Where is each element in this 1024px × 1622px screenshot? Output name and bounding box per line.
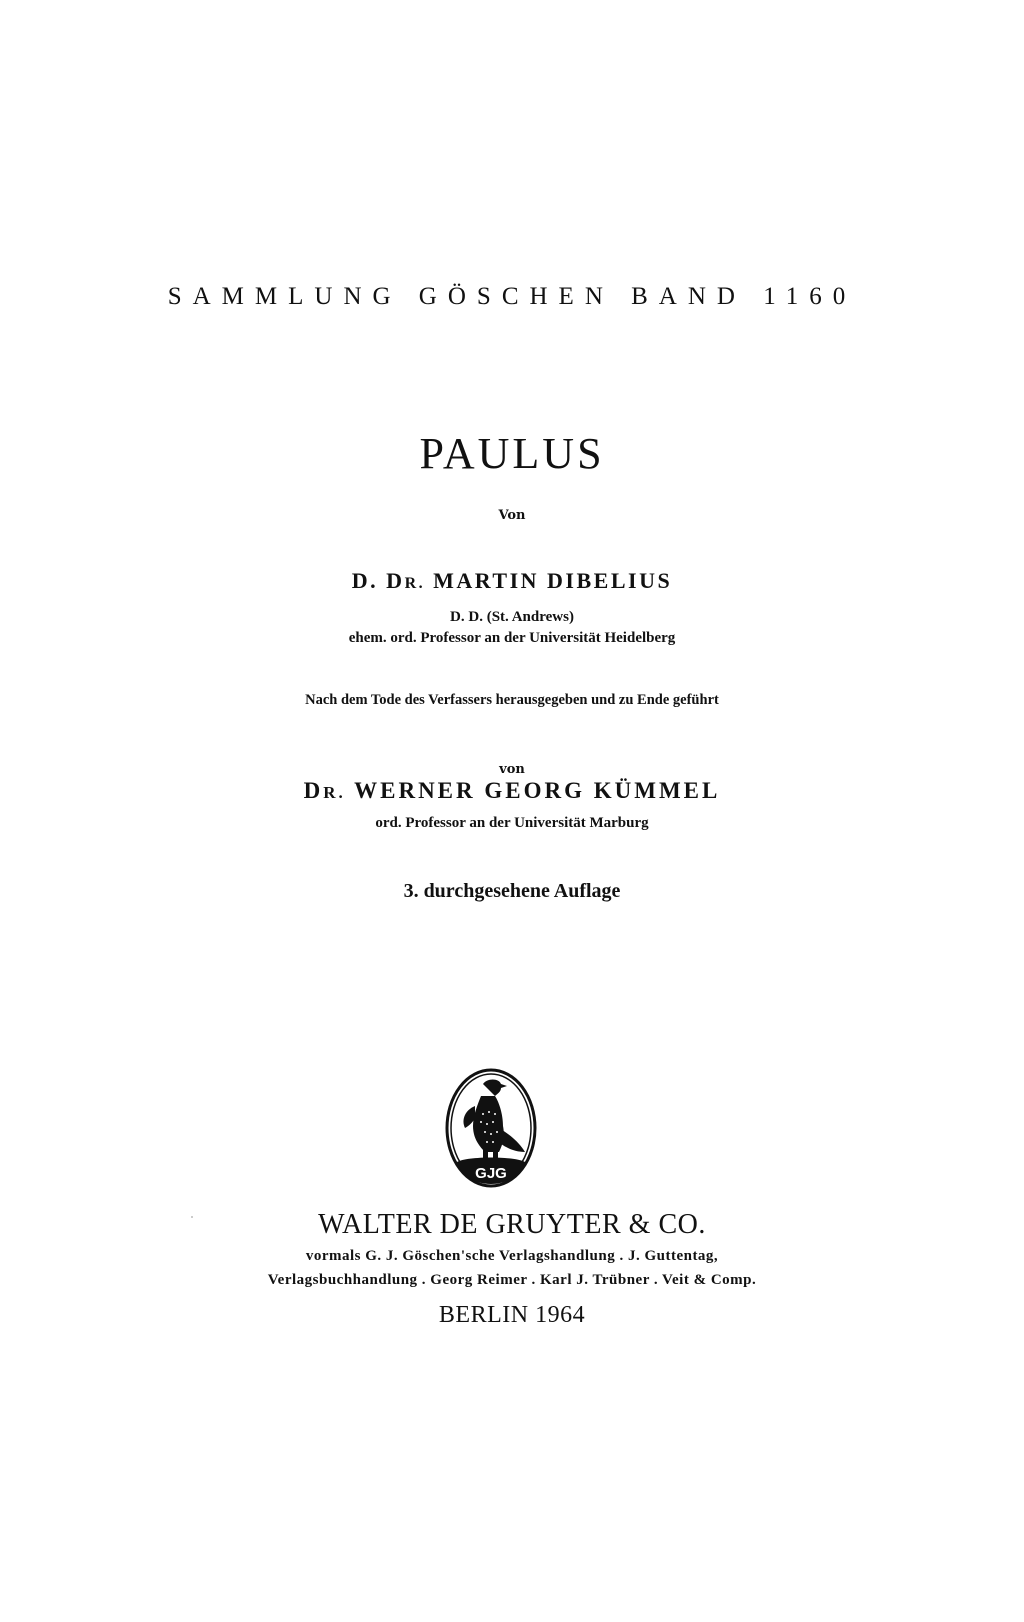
eagle-emblem-icon [443, 1066, 539, 1190]
book-title: PAULUS [419, 429, 605, 478]
publisher-former-line-2: Verlagsbuchhandlung . Georg Reimer . Karl J. Trübner . Veit & Comp. [267, 1272, 757, 1288]
by-label-2: von [499, 762, 525, 777]
editor-note: Nach dem Tode des Verfassers herausgegeben und zu Ende geführt [305, 692, 719, 708]
author-name [0, 568, 1024, 594]
author-prefix: D. D [351, 568, 405, 593]
editor-prefix-smallcaps: R. [323, 783, 346, 802]
series-line: SAMMLUNG GÖSCHEN BAND 1160 [167, 283, 857, 310]
author-prefix-smallcaps: R. [404, 575, 426, 592]
place-year: BERLIN 1964 [438, 1302, 586, 1328]
logo-monogram: GJG [475, 1165, 507, 1182]
author-degree: D. D. (St. Andrews) [450, 609, 574, 625]
editor-fullname: WERNER GEORG KÜMMEL [345, 778, 721, 803]
editor-name [0, 778, 1024, 804]
author-fullname: MARTIN DIBELIUS [425, 568, 673, 593]
edition-label: 3. durchgesehene Auflage [403, 880, 621, 902]
author-affiliation: ehem. ord. Professor an der Universität Heidelberg [348, 630, 676, 646]
editor-prefix: D [303, 778, 324, 803]
by-label: Von [498, 508, 526, 523]
editor-affiliation: ord. Professor an der Universität Marburg [375, 815, 649, 831]
publisher-former-line-1: vormals G. J. Göschen'sche Verlagshandlung . J. Guttentag, [305, 1248, 719, 1264]
publisher-name: WALTER DE GRUYTER & CO. [318, 1209, 706, 1240]
